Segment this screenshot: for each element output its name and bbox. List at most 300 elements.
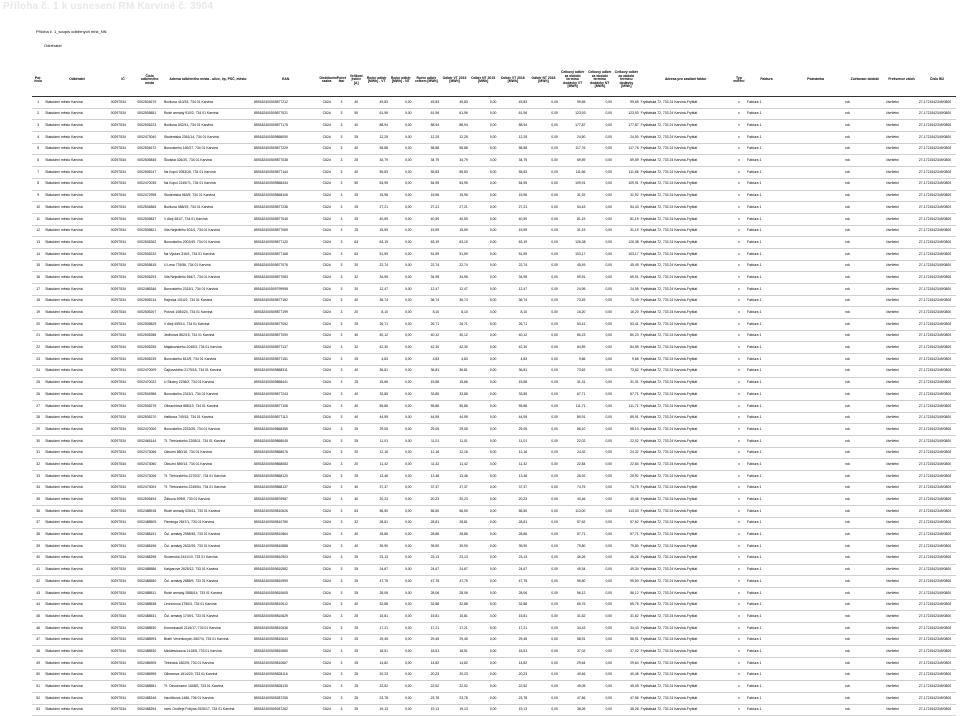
table-cell: 27-1721542349/0800: [918, 424, 956, 436]
table-cell: 29,45: [440, 634, 469, 646]
table-cell: Faktura 1: [746, 494, 787, 506]
table-cell: 00297534: [110, 681, 137, 693]
table-cell: Božkova 588/19, 734 01 Karviná: [163, 202, 253, 214]
table-cell: [787, 681, 844, 693]
table-cell: 0,00: [586, 97, 613, 109]
table-cell: rok: [844, 143, 885, 155]
table-cell: 49,34: [613, 564, 640, 576]
table-cell: Faktura 1: [746, 471, 787, 483]
table-cell: 88,94: [364, 120, 389, 132]
table-cell: [787, 260, 844, 272]
table-cell: 3: [335, 564, 348, 576]
table-cell: čtvrtletní: [885, 108, 918, 120]
table-cell: 25: [348, 424, 364, 436]
table-cell: 51: [32, 681, 44, 693]
table-cell: 0002488538: [136, 599, 163, 611]
table-cell: 859182400509877113: [253, 412, 318, 424]
table-cell: 20: [348, 459, 364, 471]
table-cell: 0,00: [528, 552, 559, 564]
table-cell: 0,00: [586, 622, 613, 634]
column-header: Odběratel: [44, 64, 109, 97]
table-cell: [787, 295, 844, 307]
table-row: [32, 435, 956, 447]
table-cell: 27-1721542349/0800: [918, 97, 956, 109]
table-cell: 0,00: [586, 634, 613, 646]
table-cell: Statutární město Karviná: [44, 319, 109, 331]
table-row: [32, 330, 956, 342]
table-cell: 22,52: [497, 681, 528, 693]
table-cell: 859182400509877083: [253, 272, 318, 284]
table-cell: 3: [335, 424, 348, 436]
table-cell: 24,67: [364, 564, 389, 576]
table-cell: 0,00: [528, 190, 559, 202]
table-cell: čtvrtletní: [885, 611, 918, 623]
table-cell: 28,06: [497, 587, 528, 599]
table-cell: 40,46: [613, 494, 640, 506]
table-cell: 28,81: [440, 517, 469, 529]
table-cell: 18,51: [440, 646, 469, 658]
table-cell: 49,34: [559, 564, 587, 576]
table-cell: Statutární město Karviná: [44, 611, 109, 623]
table-cell: 54,43: [613, 202, 640, 214]
table-cell: Čsl. armády 2632/29, 733 01 Karviná: [163, 541, 253, 553]
table-cell: 27-1721542349/0800: [918, 471, 956, 483]
table-cell: 23,78: [364, 693, 389, 705]
table-cell: 0002488531: [136, 611, 163, 623]
table-cell: 109,91: [613, 178, 640, 190]
table-cell: 53,41: [613, 319, 640, 331]
table-cell: 3: [335, 108, 348, 120]
table-cell: 0,00: [586, 564, 613, 576]
table-cell: 22,84: [613, 459, 640, 471]
table-cell: 36,81: [497, 365, 528, 377]
column-header: Odběr VT 2015 [MWh]: [440, 64, 469, 97]
table-cell: 0,00: [389, 494, 413, 506]
table-cell: Fryštátská 72, 733 24 Karviná-Fryštát: [640, 272, 732, 284]
table-cell: 57,71: [613, 529, 640, 541]
table-cell: 00297534: [110, 248, 137, 260]
table-cell: 0,00: [586, 132, 613, 144]
table-cell: 13: [32, 237, 44, 249]
table-cell: 0,00: [528, 248, 559, 260]
table-cell: 0,00: [389, 167, 413, 179]
table-cell: 4,83: [440, 354, 469, 366]
table-row: [32, 307, 956, 319]
table-cell: 74,75: [613, 482, 640, 494]
table-cell: [787, 435, 844, 447]
table-cell: rok: [844, 202, 885, 214]
table-cell: 27-1721542349/0800: [918, 611, 956, 623]
table-cell: 24,32: [559, 447, 587, 459]
table-cell: C62d: [318, 599, 334, 611]
table-cell: 00297534: [110, 435, 137, 447]
table-cell: [787, 634, 844, 646]
table-cell: 27,21: [413, 202, 441, 214]
table-cell: 27-1721542349/0800: [918, 529, 956, 541]
table-cell: Faktura 1: [746, 190, 787, 202]
table-cell: 0,00: [528, 599, 559, 611]
table-row: [32, 354, 956, 366]
column-header: Číslo BÚ: [918, 64, 956, 97]
table-cell: 12,16: [364, 447, 389, 459]
table-cell: 14: [32, 248, 44, 260]
table-cell: 3: [335, 365, 348, 377]
table-cell: 9,66: [613, 354, 640, 366]
table-cell: C62d: [318, 658, 334, 670]
table-cell: 40,59: [413, 213, 441, 225]
table-body: [32, 97, 956, 716]
table-cell: Školská 426/20, 734 01 Karviná: [163, 155, 253, 167]
table-cell: 31,31: [613, 377, 640, 389]
table-cell: C62d: [318, 190, 334, 202]
table-cell: čtvrtletní: [885, 681, 918, 693]
table-cell: 27: [32, 400, 44, 412]
table-cell: 40: [348, 541, 364, 553]
table-cell: 36,74: [440, 295, 469, 307]
table-cell: Fryštátská 72, 733 24 Karviná-Fryštát: [640, 295, 732, 307]
table-cell: 32: [348, 517, 364, 529]
table-cell: čtvrtletní: [885, 587, 918, 599]
table-cell: x: [732, 506, 746, 518]
table-cell: 0,00: [469, 389, 498, 401]
table-cell: čtvrtletní: [885, 284, 918, 296]
table-cell: 28,06: [364, 587, 389, 599]
table-cell: 69,59: [613, 155, 640, 167]
table-cell: 27-1721542349/0800: [918, 319, 956, 331]
table-cell: 859182400509877038: [253, 155, 318, 167]
table-cell: 0002470009: [136, 365, 163, 377]
supply-points-table: [32, 64, 956, 716]
table-cell: x: [732, 622, 746, 634]
table-cell: 27,21: [440, 202, 469, 214]
table-cell: Fryštátská 72, 733 24 Karviná-Fryštát: [640, 599, 732, 611]
table-cell: 20: [32, 319, 44, 331]
table-cell: 859182400509877168: [253, 248, 318, 260]
table-cell: 27-1721542349/0800: [918, 178, 956, 190]
table-cell: V Aleji 481/7, 734 01 Karviná: [163, 213, 253, 225]
table-cell: Fryštátská 72, 733 24 Karviná-Fryštát: [640, 681, 732, 693]
table-cell: C62d: [318, 248, 334, 260]
table-cell: rok: [844, 693, 885, 705]
table-cell: 22,84: [559, 459, 587, 471]
table-cell: Fryštátská 72, 733 24 Karviná-Fryštát: [640, 622, 732, 634]
table-cell: [787, 576, 844, 588]
table-cell: 20,23: [364, 494, 389, 506]
table-cell: 0,00: [389, 611, 413, 623]
table-cell: 859182400509810629: [253, 611, 318, 623]
table-cell: 0,00: [586, 424, 613, 436]
column-header: IČ: [110, 64, 137, 97]
table-cell: 0,00: [469, 506, 498, 518]
table-cell: 37: [32, 517, 44, 529]
table-cell: 0,00: [586, 669, 613, 681]
table-cell: Faktura 1: [746, 377, 787, 389]
table-cell: 7: [32, 167, 44, 179]
table-cell: 0,00: [528, 377, 559, 389]
table-cell: Statutární město Karviná: [44, 435, 109, 447]
table-cell: 0,00: [469, 120, 498, 132]
table-cell: 10: [32, 202, 44, 214]
table-cell: Olbrachtova 888/19, 734 01 Karviná: [163, 400, 253, 412]
table-cell: rok: [844, 284, 885, 296]
table-cell: 25: [348, 658, 364, 670]
table-cell: 0,00: [469, 143, 498, 155]
table-cell: rok: [844, 529, 885, 541]
table-cell: 34,79: [413, 155, 441, 167]
table-cell: 111,71: [559, 400, 587, 412]
table-cell: 27-1721542349/0800: [918, 389, 956, 401]
table-cell: C62d: [318, 506, 334, 518]
table-cell: 29,05: [440, 424, 469, 436]
table-cell: Faktura 1: [746, 459, 787, 471]
table-cell: 0,00: [586, 611, 613, 623]
table-cell: 33,85: [364, 389, 389, 401]
table-cell: 9: [32, 190, 44, 202]
table-cell: 859182400509877021: [253, 108, 318, 120]
column-header: Adresa pro zasílání faktur: [640, 64, 732, 97]
table-cell: 40,12: [440, 330, 469, 342]
table-cell: 0,00: [586, 435, 613, 447]
table-cell: 11: [32, 213, 44, 225]
table-cell: 0002505286: [136, 330, 163, 342]
table-cell: 859182400509287255: [253, 693, 318, 705]
table-cell: 17,21: [364, 622, 389, 634]
table-cell: Statutární město Karviná: [44, 248, 109, 260]
table-cell: 18,51: [413, 646, 441, 658]
table-cell: Mickiewiczova 1418/8, 733 01 Karviná: [163, 646, 253, 658]
table-cell: 28,06: [440, 587, 469, 599]
table-cell: 56,12: [613, 587, 640, 599]
table-cell: 0,00: [586, 342, 613, 354]
table-cell: 12,25: [364, 132, 389, 144]
column-header: Celkový odběr za období termínu dodávky NT [MWh]: [586, 64, 613, 97]
table-cell: Fryštátská 72, 733 24 Karviná-Fryštát: [640, 704, 732, 716]
table-cell: 0,00: [586, 704, 613, 716]
table-cell: 0002505845: [136, 155, 163, 167]
table-cell: 00297534: [110, 295, 137, 307]
table-cell: 0,00: [469, 412, 498, 424]
table-cell: [787, 319, 844, 331]
table-cell: 0,00: [469, 587, 498, 599]
table-cell: 859182400509810903: [253, 552, 318, 564]
table-cell: Statutární město Karviná: [44, 622, 109, 634]
table-cell: rok: [844, 669, 885, 681]
table-cell: 3: [335, 213, 348, 225]
table-cell: rok: [844, 658, 885, 670]
table-cell: 3: [335, 669, 348, 681]
table-cell: 00297534: [110, 167, 137, 179]
table-cell: čtvrtletní: [885, 260, 918, 272]
table-cell: 0,00: [389, 295, 413, 307]
table-cell: 27,21: [497, 202, 528, 214]
table-row: [32, 202, 956, 214]
table-cell: 15,81: [497, 611, 528, 623]
table-cell: rok: [844, 552, 885, 564]
table-cell: 0002505829: [136, 319, 163, 331]
table-cell: 0,00: [586, 506, 613, 518]
table-cell: 0002505293: [136, 272, 163, 284]
table-cell: 0,00: [586, 377, 613, 389]
table-cell: 2: [32, 108, 44, 120]
table-cell: [787, 552, 844, 564]
table-cell: x: [732, 693, 746, 705]
table-cell: 0,00: [586, 447, 613, 459]
table-cell: C62d: [318, 552, 334, 564]
table-cell: 0,00: [586, 108, 613, 120]
table-cell: Fryštátská 72, 733 24 Karviná-Fryštát: [640, 307, 732, 319]
table-cell: x: [732, 190, 746, 202]
table-cell: 3: [335, 155, 348, 167]
table-cell: Faktura 1: [746, 167, 787, 179]
table-cell: 73,62: [559, 365, 587, 377]
table-cell: 0,00: [528, 120, 559, 132]
table-cell: Statutární město Karviná: [44, 459, 109, 471]
table-cell: x: [732, 412, 746, 424]
table-cell: 0,00: [389, 681, 413, 693]
table-cell: 3: [32, 120, 44, 132]
table-cell: 63,19: [440, 237, 469, 249]
table-row: [32, 319, 956, 331]
table-cell: 51,59: [413, 248, 441, 260]
table-cell: 29,45: [497, 634, 528, 646]
table-cell: 00297534: [110, 178, 137, 190]
table-cell: 15,81: [413, 611, 441, 623]
table-cell: 65,76: [559, 599, 587, 611]
table-cell: 0,00: [389, 400, 413, 412]
table-cell: 67,71: [613, 389, 640, 401]
table-cell: x: [732, 576, 746, 588]
table-cell: 11,42: [413, 459, 441, 471]
column-header: Typ měření: [732, 64, 746, 97]
table-cell: C62d: [318, 541, 334, 553]
table-cell: čtvrtletní: [885, 424, 918, 436]
table-cell: 25: [348, 377, 364, 389]
table-cell: 12: [32, 225, 44, 237]
column-header: Odběr VT 2016 [MWh]: [497, 64, 528, 97]
table-cell: 00297534: [110, 599, 137, 611]
table-cell: 26,92: [559, 471, 587, 483]
table-cell: 117,76: [559, 143, 587, 155]
table-cell: Faktura 1: [746, 295, 787, 307]
table-cell: 0,00: [389, 693, 413, 705]
table-cell: Čajkovského 2179/18, 734 01 Karviná: [163, 365, 253, 377]
table-cell: 859182400509868106: [253, 190, 318, 202]
table-cell: 63: [348, 506, 364, 518]
table-cell: 61,96: [413, 108, 441, 120]
table-cell: 12,16: [413, 447, 441, 459]
table-cell: 00297534: [110, 213, 137, 225]
table-cell: Faktura 1: [746, 552, 787, 564]
table-cell: nám. Ondřeje Foltýna 2526/17, 733 01 Karviná: [163, 704, 253, 716]
table-cell: 113,00: [613, 506, 640, 518]
table-cell: Statutární město Karviná: [44, 284, 109, 296]
table-cell: 95,50: [559, 576, 587, 588]
table-cell: 27-1721542349/0800: [918, 517, 956, 529]
table-cell: C62d: [318, 587, 334, 599]
table-cell: 0,00: [389, 459, 413, 471]
table-row: [32, 412, 956, 424]
table-cell: 103,17: [559, 248, 587, 260]
table-cell: 3: [335, 622, 348, 634]
table-row: [32, 576, 956, 588]
table-cell: Čsl. armády 2958/45, 733 01 Karviná: [163, 529, 253, 541]
table-cell: 28,81: [497, 517, 528, 529]
table-cell: 25: [348, 704, 364, 716]
table-row: [32, 704, 956, 716]
table-cell: 0,00: [528, 213, 559, 225]
table-cell: rok: [844, 178, 885, 190]
table-cell: 61,96: [364, 108, 389, 120]
table-cell: x: [732, 377, 746, 389]
table-cell: 25: [348, 471, 364, 483]
table-cell: Borovského 2233/26, 734 01 Karviná: [163, 424, 253, 436]
table-cell: 0002488586: [136, 564, 163, 576]
table-cell: 8: [32, 178, 44, 190]
table-cell: 0,00: [528, 587, 559, 599]
table-cell: 15,96: [364, 190, 389, 202]
table-cell: 35: [32, 494, 44, 506]
table-cell: 54,95: [497, 178, 528, 190]
table-cell: čtvrtletní: [885, 599, 918, 611]
table-cell: 00297534: [110, 319, 137, 331]
table-cell: 49: [32, 658, 44, 670]
table-cell: 00297534: [110, 576, 137, 588]
table-cell: x: [732, 132, 746, 144]
table-cell: 69,91: [559, 272, 587, 284]
table-cell: 22,02: [613, 435, 640, 447]
table-cell: 123,93: [559, 108, 587, 120]
table-cell: Faktura 1: [746, 634, 787, 646]
table-cell: 40,46: [559, 494, 587, 506]
table-cell: [787, 599, 844, 611]
table-cell: 55,83: [440, 167, 469, 179]
table-cell: 00297534: [110, 272, 137, 284]
table-cell: 44,95: [497, 412, 528, 424]
table-cell: čtvrtletní: [885, 389, 918, 401]
table-cell: x: [732, 459, 746, 471]
table-row: [32, 541, 956, 553]
table-cell: x: [732, 260, 746, 272]
table-cell: rok: [844, 506, 885, 518]
table-cell: Slovenská 2441/10, 733 01 Karviná: [163, 552, 253, 564]
table-cell: 00297534: [110, 494, 137, 506]
table-cell: 27-1721542349/0800: [918, 225, 956, 237]
table-row: [32, 471, 956, 483]
table-cell: 22,52: [364, 681, 389, 693]
table-cell: C62d: [318, 693, 334, 705]
table-row: [32, 552, 956, 564]
table-cell: 17,21: [440, 622, 469, 634]
table-cell: 27-1721542349/0800: [918, 576, 956, 588]
table-cell: 42: [32, 576, 44, 588]
table-cell: Žižkova 399/8, 733 01 Karviná: [163, 494, 253, 506]
table-cell: čtvrtletní: [885, 471, 918, 483]
table-cell: 0002488993: [136, 634, 163, 646]
table-cell: 42,30: [364, 342, 389, 354]
table-cell: 859182400509810643: [253, 634, 318, 646]
table-cell: 37,37: [440, 482, 469, 494]
table-cell: 00297534: [110, 482, 137, 494]
table-cell: 49,83: [364, 97, 389, 109]
table-cell: 11,01: [497, 435, 528, 447]
table-cell: Faktura 1: [746, 506, 787, 518]
table-cell: 20: [348, 307, 364, 319]
table-cell: 0,00: [528, 167, 559, 179]
table-cell: 0,00: [389, 646, 413, 658]
table-cell: Fryštátská 72, 733 24 Karviná-Fryštát: [640, 202, 732, 214]
table-cell: 0,00: [586, 155, 613, 167]
table-cell: 46: [32, 622, 44, 634]
